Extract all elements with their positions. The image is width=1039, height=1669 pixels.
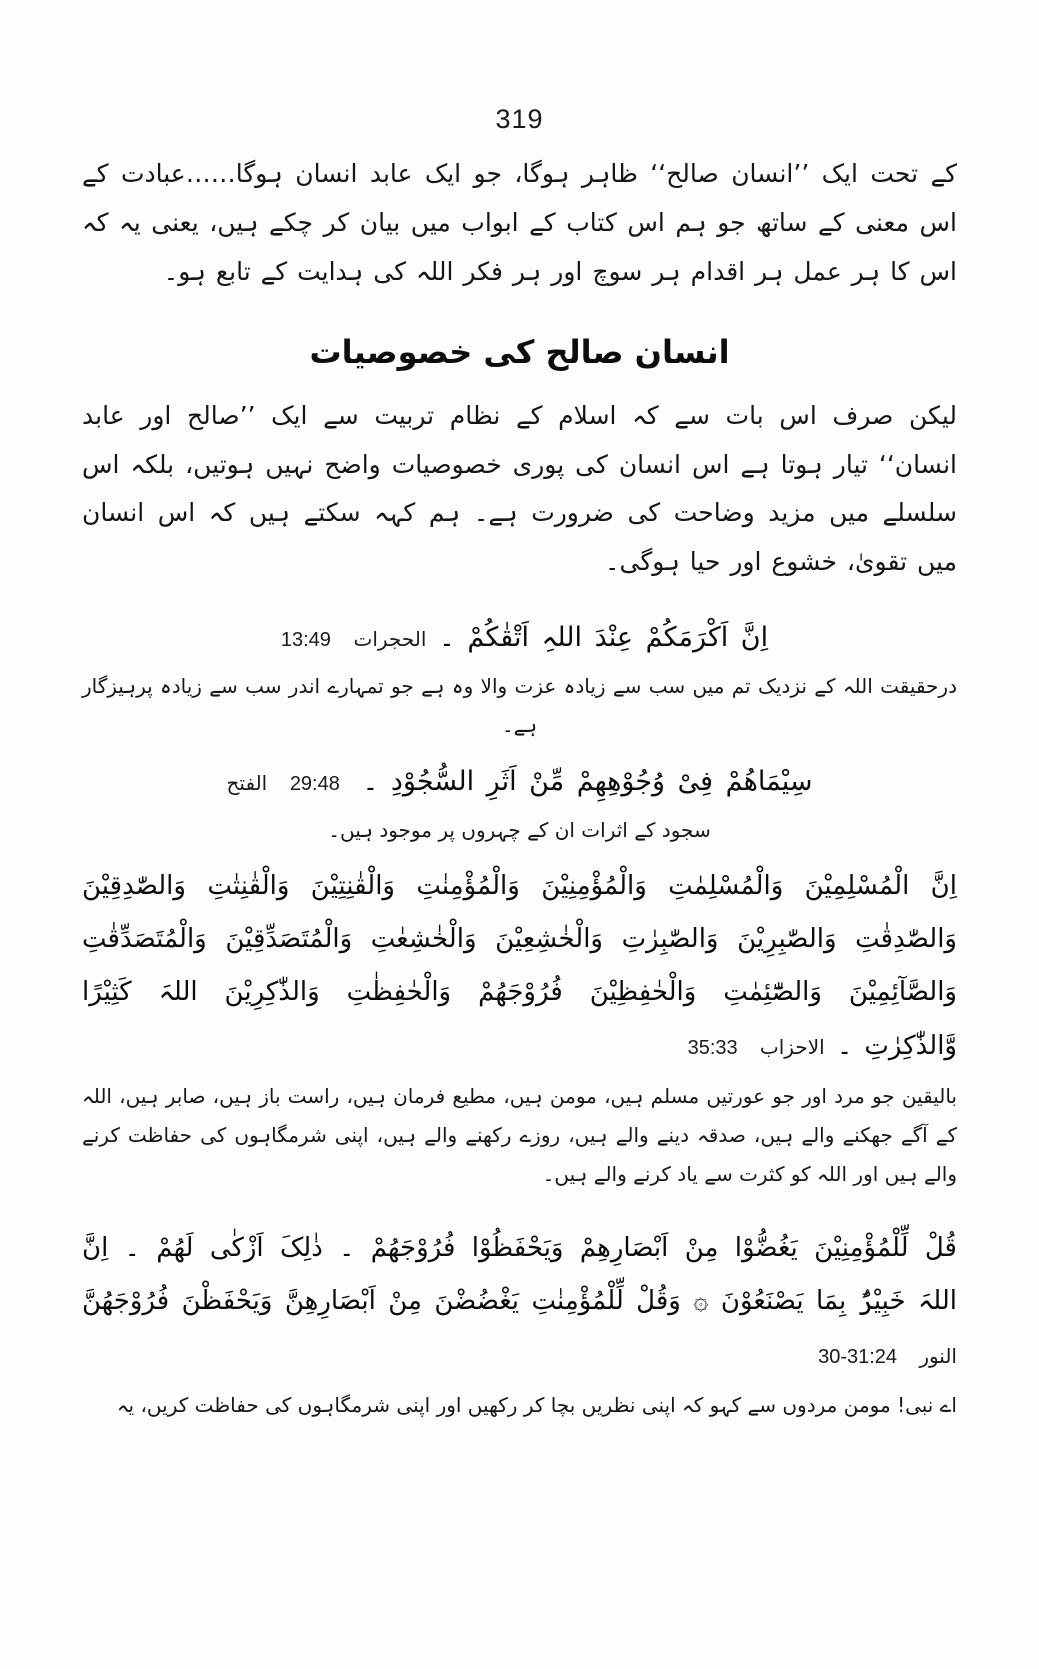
quran-verse-hujurat xyxy=(82,611,957,665)
quran-verse-noor xyxy=(82,1222,957,1382)
translation-fath: سجود کے اثرات ان کے چہروں پر موجود ہیں۔ xyxy=(328,817,711,842)
quran-verse-ahzab xyxy=(82,860,957,1073)
verse-text: اِنَّ اَکْرَمَکُمْ عِنْدَ اللہِ اَتْقٰکُمْ ۔ xyxy=(439,621,769,653)
section-heading-characteristics: انسان صالح کی خصوصیات xyxy=(309,333,730,372)
translation-hujurat: درحقیقت اللہ کے نزدیک تم میں سب سے زیادہ عزت والا وہ ہے جو تمہارے اندر سب سے زیادہ پرہیزگار ہے۔ xyxy=(82,673,957,737)
verse-reference-name: النور xyxy=(919,1343,957,1368)
page-number: 319 xyxy=(495,104,544,134)
verse-reference-number: 29:48 xyxy=(289,772,340,795)
verse-reference-number: 30-31:24 xyxy=(818,1345,898,1368)
paragraph-intro: کے تحت ایک ’’انسان صالح‘‘ ظاہر ہوگا، جو ایک عابد انسان ہوگا……عبادت کے اس معنی کے ساتھ جو ہم اس کتاب کے ابواب میں بیان کر چکے ہیں، یعنی یہ کہ اس کا ہر عمل ہر اقدام ہر سوچ اور ہر فکر اللہ کی ہدایت کے تابع ہو۔ xyxy=(82,159,957,286)
spacer xyxy=(82,1204,957,1212)
paragraph-body: لیکن صرف اس بات سے کہ اسلام کے نظام تربیت سے ایک ’’صالح اور عابد انسان‘‘ تیار ہوتا ہے اس انسان کی پوری خصوصیات واضح نہیں ہوتیں، بلکہ اس سلسلے میں مزید وضاحت کی ضرورت ہے۔ ہم کہہ سکتے ہیں کہ اس انسان میں تقویٰ، خشوع اور حیا ہوگی۔ xyxy=(82,400,957,577)
verse-reference-name: الفتح xyxy=(226,770,268,795)
spacer xyxy=(82,593,957,601)
quran-verse-fath xyxy=(82,755,957,809)
spacer xyxy=(82,302,957,310)
translation-ahzab: بالیقین جو مرد اور جو عورتیں مسلم ہیں، مومن ہیں، مطیع فرمان ہیں، راست باز ہیں، صابر ہیں، اللہ کے آگے جھکنے والے ہیں، صدقہ دینے والے ہیں، روزے رکھنے والے ہیں، اپنی شرمگاہوں کی حفاظت کرنے والے ہیں اور اللہ کو کثرت سے یاد کرنے والے ہیں۔ xyxy=(82,1084,958,1187)
verse-text: قُلْ لِّلْمُؤْمِنِیْنَ یَغُضُّوْا مِنْ اَبْصَارِھِمْ وَیَحْفَظُوْا فُرُوْجَھُمْ ۔ ذٰلِکَ اَزْکٰی لَھُمْ ۔ اِنَّ اللہَ خَبِیْرٌۢ بِمَا یَصْنَعُوْنَ ۞ وَقُلْ لِّلْمُؤْمِنٰتِ یَغْضُضْنَ مِنْ اَبْصَارِھِنَّ وَیَحْفَظْنَ فُرُوْجَھُنَّ xyxy=(82,1233,957,1317)
verse-text: سِیْمَاھُمْ فِیْ وُجُوْھِھِمْ مِّنْ اَثَرِ السُّجُوْدِ ۔ xyxy=(362,765,813,797)
verse-reference-number: 13:49 xyxy=(280,628,331,651)
verse-reference-name: الاحزاب xyxy=(759,1034,825,1059)
page-content xyxy=(82,150,957,1435)
translation-noor: اے نبی! مومن مردوں سے کہو کہ اپنی نظریں بچا کر رکھیں اور اپنی شرمگاہوں کی حفاظت کریں، یہ xyxy=(116,1392,957,1417)
verse-text: اِنَّ الْمُسْلِمِیْنَ وَالْمُسْلِمٰتِ وَالْمُؤْمِنِیْنَ وَالْمُؤْمِنٰتِ وَالْقٰنِتِیْنَ وَالْقٰنِتٰتِ وَالصّٰدِقِیْنَ وَالصّٰدِقٰتِ وَالصّٰبِرِیْنَ وَالصّٰبِرٰتِ وَالْخٰشِعِیْنَ وَالْخٰشِعٰتِ وَالْمُتَصَدِّقِیْنَ وَالْمُتَصَدِّقٰتِ وَالصَّآئِمِیْنَ وَالصّٰٓئِمٰتِ وَالْحٰفِظِیْنَ فُرُوْجَھُمْ وَالْحٰفِظٰتِ وَالذّٰکِرِیْنَ اللہَ کَثِیْرًا وَّالذّٰکِرٰتِ ۔ xyxy=(82,870,957,1061)
verse-reference-name: الحجرات xyxy=(353,626,427,651)
verse-reference-number: 35:33 xyxy=(687,1036,738,1059)
